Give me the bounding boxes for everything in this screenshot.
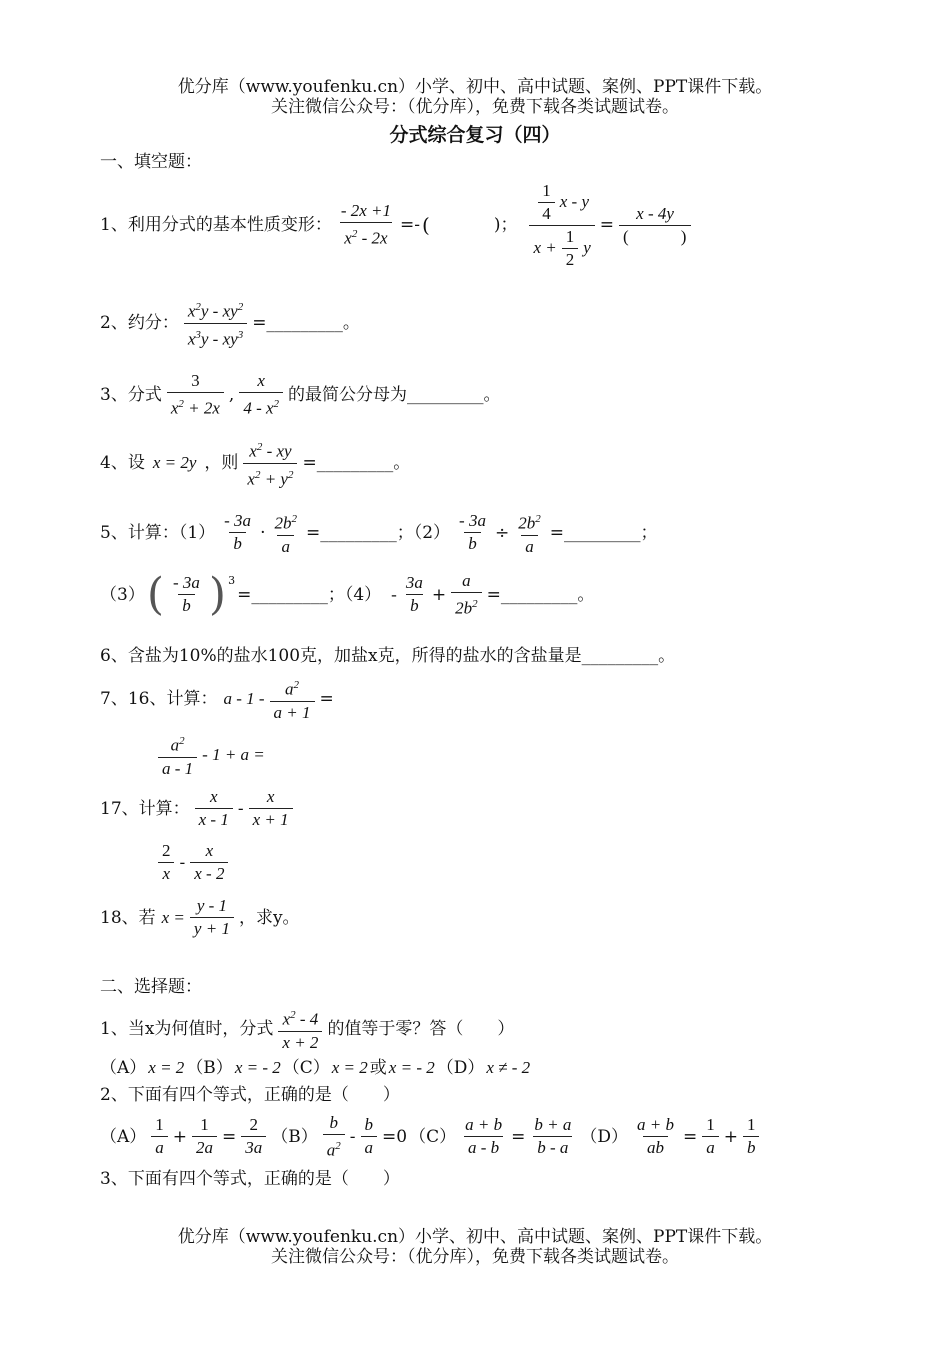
q4-tail: =_________。 (302, 453, 411, 474)
question-4 (100, 436, 410, 490)
choice-1-options (100, 1057, 530, 1079)
q5-frac-b: $\frac{2b^2}{a}$ (274, 513, 297, 556)
q7-fraction: $\frac{a^2}{a + 1}$ (270, 674, 315, 724)
section-2-heading: 二、选择题： (100, 977, 202, 997)
q17b-frac-1: $\frac{2}{x}$ (158, 840, 175, 885)
q18-fraction: $\frac{y - 1}{y + 1}$ (190, 895, 234, 940)
c2-option-d[interactable]: （D） (580, 1126, 628, 1147)
choice-question-1 (100, 1004, 514, 1054)
footer-line-1: 优分库（www.youfenku.cn）小学、初中、高中试题、案例、PPT课件下载。 (177, 1227, 773, 1247)
q5-frac-d: $\frac{2b^2}{a}$ (518, 513, 541, 556)
q4-label: 4、设 (100, 453, 145, 474)
q7b-fraction: $\frac{a^2}{a - 1}$ (158, 730, 197, 780)
c1-option-b-value: x = - 2 (234, 1058, 281, 1077)
question-17b: $\frac{2}{x}$ - $\frac{x}{x - 2}$ (155, 840, 231, 885)
question-17: 17、计算： $\frac{x}{x - 1}$ - $\frac{x}{x + 1}$ (100, 786, 296, 831)
c1-tail: 的值等于零？答（ ） (327, 1018, 515, 1039)
q7-label: 7、16、计算： (100, 688, 218, 709)
q5-label: 5、计算：（1） (100, 522, 216, 543)
q5-frac-a: $\frac{- 3a}{b}$ (224, 511, 252, 554)
choice-question-2: 2、下面有四个等式，正确的是（ ） (100, 1085, 400, 1105)
q2-tail: =_________。 (252, 313, 360, 334)
q5-frac-c: $\frac{- 3a}{b}$ (459, 511, 486, 554)
c2-option-b[interactable]: （B） (271, 1126, 318, 1147)
question-6: 6、含盐为10%的盐水100克，加盐x克，所得的盐水的含盐量是_________。 (100, 646, 676, 666)
question-18: 18、若 x = $\frac{y - 1}{y + 1}$ ，求y。 (100, 896, 300, 938)
c1-option-c[interactable]: （C） (282, 1058, 330, 1078)
q17-label: 17、计算： (100, 798, 190, 819)
q1-fraction-left: $\frac{- 2x +1}{x^2 - 2x}$ (340, 201, 392, 248)
c1-option-d[interactable]: （D） (436, 1058, 485, 1078)
q18-tail: ，求y。 (238, 907, 300, 928)
choice-question-3: 3、下面有四个等式，正确的是（ ） (100, 1169, 400, 1189)
c1-option-a[interactable]: （A） (100, 1058, 147, 1078)
q1-complex-fraction: $\frac{1}{4}$ x - y x + $\frac{1}{2}$ y (529, 180, 594, 271)
q5-frac-e: $\frac{- 3a}{b}$ (173, 573, 200, 616)
question-2 (100, 296, 360, 350)
q7b-expr: - 1 + a = (202, 744, 265, 764)
c1-option-a-value: x = 2 (148, 1058, 185, 1077)
page-title: 分式综合复习（四） (389, 124, 561, 146)
q3-label: 3、分式 (100, 384, 162, 405)
question-5b: （3） ( $\frac{- 3a}{b}$ ) $^3$ =_________；（4） - $\frac{3a}{b}$ + $\frac{a}{2b^2}$ =_________。 (100, 568, 595, 620)
header-line-1: 优分库（www.youfenku.cn）小学、初中、高中试题、案例、PPT课件下载。 (177, 77, 773, 97)
question-1: 1、利用分式的基本性质变形： $\frac{- 2x +1}{x^2 - 2x}$ =- ( )； $\frac{1}{4}$ x - y x + $\frac{1}{2}$ y = $\frac{x - 4y}{( )}$ (100, 175, 694, 275)
c1-option-b[interactable]: （B） (186, 1058, 233, 1078)
c1-label: 1、当x为何值时，分式 (100, 1018, 274, 1039)
q2-fraction: $\frac{x^2y - xy^2}{x^3y - xy^3}$ (184, 296, 247, 350)
q5-part4-tail: =_________。 (486, 584, 595, 605)
q2-label: 2、约分： (100, 313, 179, 334)
q1-label: 1、利用分式的基本性质变形： (100, 215, 332, 235)
q5-frac-f: $\frac{3a}{b}$ (405, 573, 423, 616)
q3-fraction-2: $\frac{x}{4 - x^2}$ (239, 370, 283, 420)
c1-fraction: $\frac{x^2 - 4}{x + 2}$ (278, 1004, 322, 1054)
q5-mid: =_________；（2） (305, 522, 451, 543)
c2-option-c[interactable]: （C） (409, 1126, 457, 1147)
question-7b (155, 730, 265, 780)
q1-open-paren: ( (422, 213, 430, 237)
q17-frac-1: $\frac{x}{x - 1}$ (195, 786, 233, 831)
q5-part3-label: （3） (100, 584, 145, 605)
c1-option-c-value-2: x = - 2 (388, 1058, 435, 1077)
choice-2-options: （A） $\frac{1}{a}$ + $\frac{1}{2a}$ = $\frac{2}{3a}$ （B） $\frac{b}{a^2}$ - $\frac{b}{a}$ =0 （C） $\frac{a + b}{a - b}$ = $\frac{b + a}{b - a}$ （D） $\frac{a + b}{ab}$ = $\frac{1}{a}$ + $\frac{1}{b}$ (100, 1112, 762, 1162)
q3-fraction-1: $\frac{3}{x^2 + 2x}$ (167, 370, 224, 420)
q4-fraction: $\frac{x^2 - xy}{x^2 + y^2}$ (243, 436, 297, 490)
q4-condition: x = 2y (152, 453, 197, 473)
question-5: 5、计算：（1） $\frac{- 3a}{b}$ · $\frac{2b^2}{a}$ =_________；（2） $\frac{- 3a}{b}$ ÷ $\frac{2b^2}{a}$ =_________； (100, 508, 657, 558)
q1-eq-minus: =- (400, 215, 421, 235)
question-3: 3、分式 $\frac{3}{x^2 + 2x}$ , $\frac{x}{4 - x^2}$ 的最简公分母为_________。 (100, 371, 501, 418)
q3-tail: 的最简公分母为_________。 (288, 384, 501, 405)
q17-frac-2: $\frac{x}{x + 1}$ (249, 786, 293, 831)
c2-option-a[interactable]: （A） (100, 1126, 147, 1147)
q1-close-paren: )； (493, 215, 518, 235)
q5-end: =_________； (549, 522, 658, 543)
c1-option-c-or: 或 (369, 1058, 387, 1078)
q1-fraction-right: $\frac{x - 4y}{( )}$ (619, 203, 691, 248)
q4-then: ，则 (204, 453, 239, 474)
c1-option-c-value: x = 2 (331, 1058, 368, 1077)
question-7: 7、16、计算： a - 1 - $\frac{a^2}{a + 1}$ = (100, 674, 334, 724)
q7-expr: a - 1 - (223, 688, 265, 708)
section-1-heading: 一、填空题： (100, 152, 202, 172)
q17b-frac-2: $\frac{x}{x - 2}$ (190, 840, 228, 885)
c1-option-d-value: x ≠ - 2 (486, 1058, 531, 1077)
q5-frac-g: $\frac{a}{2b^2}$ (451, 570, 482, 620)
footer-line-2: 关注微信公众号：（优分库），免费下载各类试题试卷。 (271, 1247, 679, 1267)
header-line-2: 关注微信公众号：（优分库），免费下载各类试题试卷。 (271, 97, 679, 117)
q18-label: 18、若 (100, 907, 156, 928)
q5-part3-tail: =_________；（4） (237, 584, 382, 605)
